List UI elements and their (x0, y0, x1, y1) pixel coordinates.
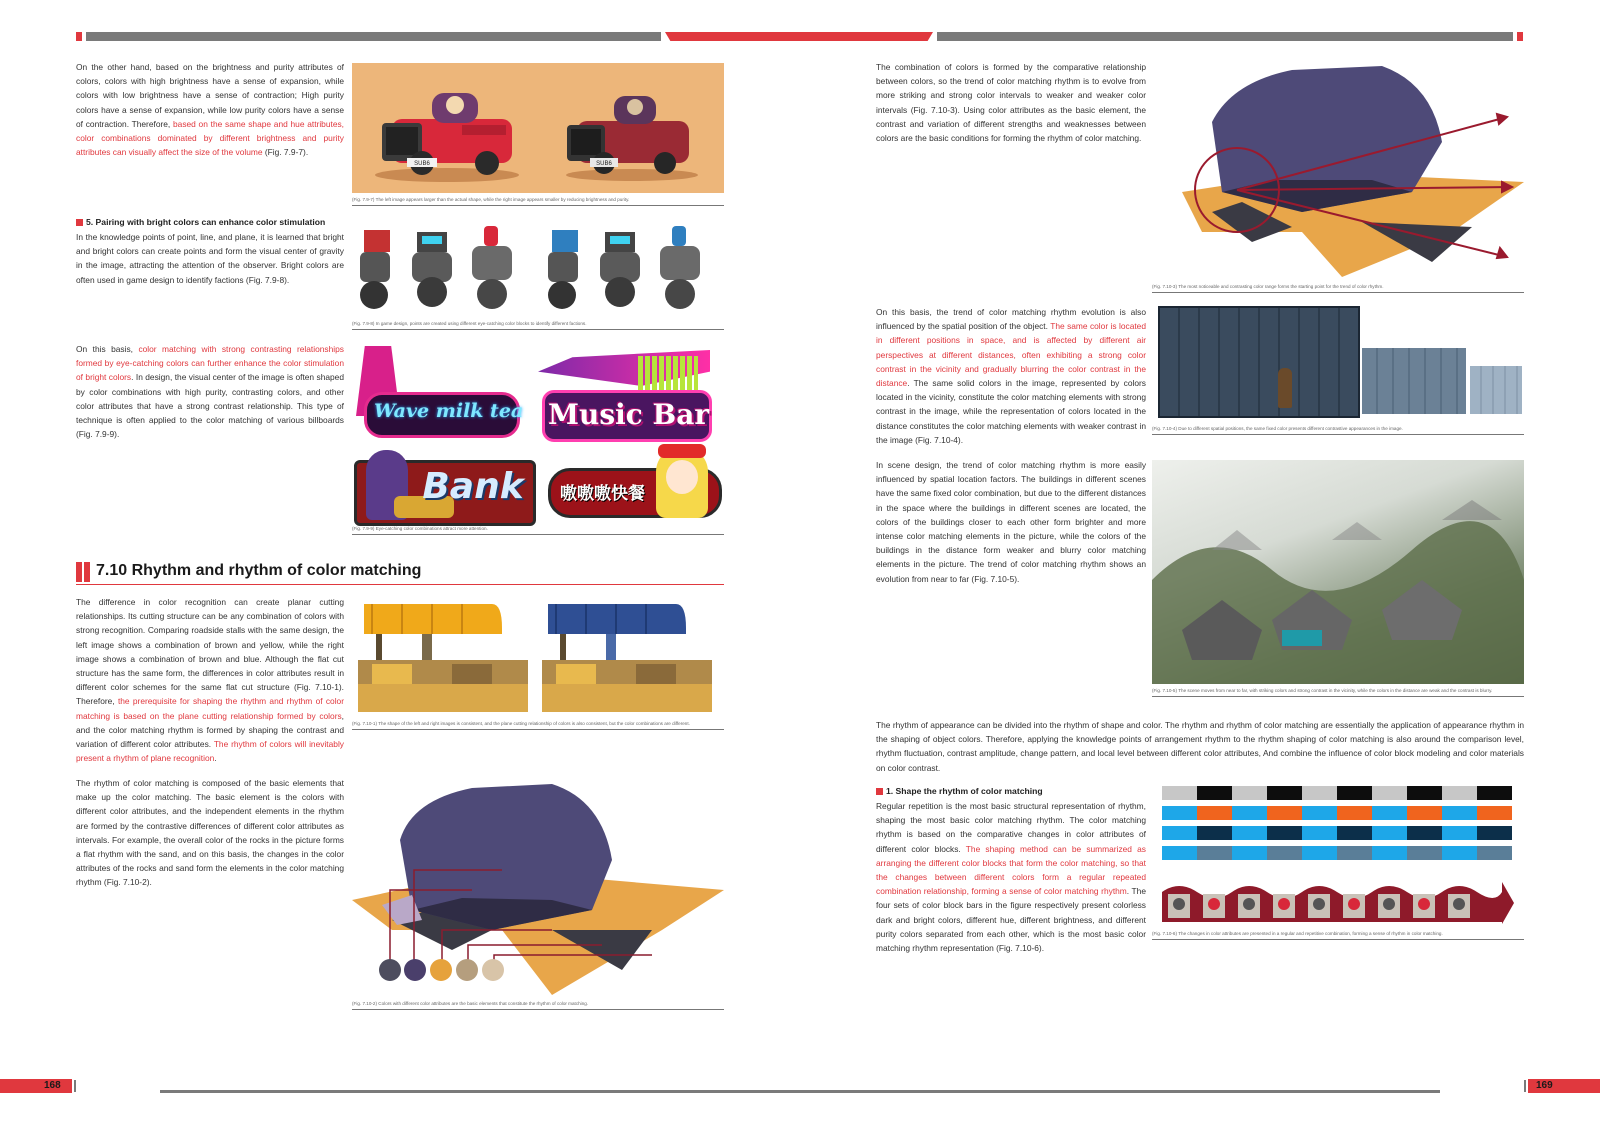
car-muted (567, 96, 689, 174)
top-bar-center-accent (665, 32, 933, 41)
sign-fastfood (548, 446, 718, 524)
section-marker (76, 219, 83, 226)
color-block (1302, 806, 1337, 820)
caption-7-9-7: (Fig. 7.9-7) The left image appears larger than the actual shape, while the right image appears smaller by reducing brightness and purity. (352, 194, 724, 206)
swatch-1 (379, 959, 401, 981)
paragraph-rhythm-elements: The rhythm of color matching is composed of the basic elements that make up the color matching. The basic element is the colors with different color attributes, and the independent elements in the rhythm are formed by the contrastive differences of different color attributes as intervals. For example, the overall color of the rocks in the picture forms a flat rhythm with the sand, and on this basis, the changes in the color attributes of the rocks and sand form the elements in the color matching rhythm (Fig. 7.10-2). (76, 778, 344, 888)
color-block (1337, 806, 1372, 820)
color-block (1267, 826, 1302, 840)
color-block (1197, 826, 1232, 840)
footer-right-tick (1524, 1080, 1526, 1092)
swatch-group (379, 959, 504, 981)
paragraph-spatial-position: On this basis, the trend of color matching rhythm evolution is also influenced by the spatial position of the object. The same color is located in different positions in space, and is affected by different air perspectives at different distances, often exhibiting a strong color contrast in the vicinity and gradually blurring the color contrast in the distance. The same solid colors in the image, represented by colors located in the vicinity, constitute the color matching elements with strong contrast in the image, while the representation of colors located in the distance constitutes the color matching elements with weaker contrast in the image (Fig. 7.10-4). (876, 307, 1146, 445)
section-heading-7-10 (76, 562, 724, 585)
color-block (1232, 786, 1267, 800)
building-mid (1362, 348, 1466, 414)
figure-7-10-1-stalls (352, 600, 724, 716)
figure-7-10-3-rock-arrows (1152, 62, 1524, 280)
caption-7-10-4: (Fig. 7.10-4) Due to different spatial positions, the same fixed color presents different contrastive appearances in the image. (1152, 423, 1524, 435)
sign-music-bar (538, 350, 710, 442)
stall-yellow (358, 604, 528, 712)
color-block (1232, 826, 1267, 840)
plate-right: SUB6 (596, 161, 612, 167)
color-block (1477, 806, 1512, 820)
page-number-right: 169 (1536, 1080, 1553, 1091)
subheading-shape-rhythm: 1. Shape the rhythm of color matching (876, 786, 1146, 796)
color-block (1477, 846, 1512, 860)
stall-blue (542, 604, 712, 712)
caption-7-10-3: (Fig. 7.10-3) The most noticeable and contrasting color range forms the starting point for the trend of color rhythm. (1152, 281, 1524, 293)
footer-left-tick (74, 1080, 76, 1092)
color-block (1372, 806, 1407, 820)
color-block (1372, 846, 1407, 860)
paragraph-volume-size: On the other hand, based on the brightness and purity attributes of colors, colors with high brightness have a sense of expansion, while colors with low brightness have a sense of contraction; High purity colors have a sense of expansion, while low purity colors have a sense of contraction. Therefore, based on the same shape and hue attributes, color combinations dominated by different brightness and purity attributes can visually affect the size of the volume (Fig. 7.9-7). (76, 62, 344, 158)
robot-group-blue (548, 226, 700, 309)
caption-7-9-9: (Fig. 7.9-9) Eye-catching color combinations attract more attention. (352, 523, 724, 535)
color-block (1162, 846, 1197, 860)
color-block (1267, 786, 1302, 800)
page-number-left: 168 (44, 1080, 61, 1091)
color-block (1407, 806, 1442, 820)
subheading-bright-colors: 5. Pairing with bright colors can enhance color stimulation (76, 217, 356, 227)
paragraph-contrasting-relationships: On this basis, color matching with strong contrasting relationships formed by eye-catching colors can further enhance the color stimulation of bright colors. In design, the visual center of the image is often shaped by color combinations with high purity, contrasting colors, and other color attributes that have a strong contrast relationship. This type of technique is often applied to the color matching of various billboards (Fig. 7.9-9). (76, 344, 344, 440)
color-block (1267, 846, 1302, 860)
color-block (1302, 826, 1337, 840)
paragraph-appearance-rhythm: The rhythm of appearance can be divided into the rhythm of shape and color. The rhythm and rhythm of color matching are essentially the application of appearance rhythm in the shaping of object colors. Therefore, applying the knowledge points of arrangement rhythm to the rhythm shaping of color matching is also around the comparison level, rhythm fluctuation, contrast amplitude, change pattern, and local level between different color attributes, And combine the influence of color block modeling and color materials on color contrast. (876, 720, 1524, 773)
color-block (1442, 806, 1477, 820)
color-block (1162, 826, 1197, 840)
car-bright (382, 93, 512, 175)
paragraph-bright-colors: In the knowledge points of point, line, and plane, it is learned that bright and bright colors can create points and form the visual center of gravity in the image, attracting the attention of the observer. Bright colors are often used in game design to identify factions (Fig. 7.9-8). (76, 232, 344, 285)
color-block (1197, 806, 1232, 820)
color-block (1442, 826, 1477, 840)
figure-7-9-7-cars (352, 63, 724, 193)
sign-milk-tea (356, 346, 524, 438)
sign-bank (354, 456, 530, 524)
caption-7-9-8: (Fig. 7.9-8) In game design, points are created using different eye-catching color blocks to identify different factions. (352, 318, 724, 330)
color-block (1407, 826, 1442, 840)
sign-milk-tea-text: Wave milk tea (374, 400, 524, 422)
color-block (1442, 786, 1477, 800)
section-marker (876, 788, 883, 795)
color-block (1407, 846, 1442, 860)
color-block (1232, 846, 1267, 860)
color-block (1372, 826, 1407, 840)
color-block (1302, 786, 1337, 800)
color-block (1162, 786, 1197, 800)
color-block (1197, 786, 1232, 800)
color-block (1162, 806, 1197, 820)
color-block (1337, 786, 1372, 800)
color-block (1477, 826, 1512, 840)
swatch-5 (482, 959, 504, 981)
swatch-3 (430, 959, 452, 981)
sign-music-bar-text: Music Bar (548, 398, 710, 431)
paragraph-regular-repetition: Regular repetition is the most basic structural representation of rhythm, shaping the most basic color matching rhythm. The color matching rhythm is based on the comparative changes in color attributes of different color blocks. The shaping method can be summarized as arranging the different color blocks that form the color matching, so that the changes between different colors form a regular repeated combination relationship, forming a sense of color matching rhythm. The four sets of color block bars in the figure respectively present colorless dark and bright colors, different hue, different brightness, and different purity colors separated from each other, which is the most basic color matching rhythm representation (Fig. 7.10-6). (876, 801, 1146, 954)
color-block (1407, 786, 1442, 800)
plate-left: SUB6 (414, 161, 430, 167)
caption-7-10-6: (Fig. 7.10-6) The changes in color attributes are presented in a regular and repetitive combination, forming a sense of rhythm in color matching. (1152, 928, 1524, 940)
robot-group-red (360, 226, 512, 309)
top-bar-left (86, 32, 661, 41)
color-block (1477, 786, 1512, 800)
footer-rule (160, 1090, 1440, 1093)
paragraph-scene-design: In scene design, the trend of color matching rhythm is more easily influenced by spatial location factors. The buildings in different scenes have the same fixed color combination, but due to the different distances in the space where the buildings in different scenes are located, the colors of the buildings closer to each other form brighter and more intense color matching elements in the picture, while the colors of the buildings in the distance form weaker and blurry color matching elements in the picture. The trend of color matching rhythm shows an evolution from near to far (Fig. 7.10-5). (876, 460, 1146, 584)
paragraph-planar-cutting: The difference in color recognition can create planar cutting relationships. Its cutting structure can be any combination of colors with strong recognition. Comparing roadside stalls with the same design, the left image shows a combination of brown and yellow, while the right image shows a combination of brown and blue. Although the flat cut structure has the same form, the differences in color attributes result in different color schemes for the same flat cut structure (Fig. 7.10-1). Therefore, the prerequisite for shaping the rhythm and rhythm of color matching is based on the plane cutting relationship formed by colors, and the color matching rhythm is formed by shaping the contrast and variation of different color attributes. The rhythm of colors will inevitably present a rhythm of plane recognition. (76, 597, 344, 764)
color-block (1232, 806, 1267, 820)
building-far (1470, 366, 1522, 414)
swatch-2 (404, 959, 426, 981)
figure-7-9-8-robots (352, 220, 724, 320)
color-block (1442, 846, 1477, 860)
paragraph-color-intervals: The combination of colors is formed by the comparative relationship between colors, so the trend of color matching rhythm is to evolve from more striking and strong color intervals to weaker and weaker color intervals (Fig. 7.10-3). Using color attributes as the basic element, the contrast and variation of different strengths and weaknesses between colors are the basic conditions for forming the rhythm of color matching. (876, 62, 1146, 144)
figure-7-10-4-buildings (1152, 306, 1524, 422)
caption-7-10-2: (Fig. 7.10-2) Colors with different color attributes are the basic elements that constitute the rhythm of color matching. (352, 998, 724, 1010)
sign-fastfood-text: 嗷嗷嗷快餐 (560, 484, 645, 504)
section-heading-marker (76, 562, 82, 582)
top-bar-right (937, 32, 1513, 41)
color-block (1302, 846, 1337, 860)
color-block (1337, 846, 1372, 860)
caption-7-10-1: (Fig. 7.10-1) The shape of the left and right images is consistent, and the plane cutting relationship of colors is also consistent, but the color combinations are different. (352, 718, 724, 730)
sign-bank-text: Bank (422, 466, 524, 507)
figure-7-10-6-color-bars (1162, 786, 1512, 926)
rhythm-banner (1162, 878, 1514, 928)
figure-7-10-2-rock (352, 780, 724, 998)
color-block (1267, 806, 1302, 820)
color-block (1372, 786, 1407, 800)
top-bar-right-accent (1517, 32, 1523, 41)
color-bar-rows (1162, 786, 1512, 876)
swatch-4 (456, 959, 478, 981)
top-bar-left-accent (76, 32, 82, 41)
color-block (1197, 846, 1232, 860)
section-heading-title: 7.10 Rhythm and rhythm of color matching (96, 562, 422, 579)
footer-left-tab (0, 1079, 72, 1093)
figure-7-10-5-scene (1152, 460, 1524, 684)
section-heading-marker-2 (84, 562, 90, 582)
caption-7-10-5: (Fig. 7.10-5) The scene moves from near to far, with striking colors and strong contrast in the vicinity, while the colors in the distance are weak and the contrast is blurry. (1152, 685, 1524, 697)
figure-person-near (1278, 368, 1292, 408)
color-block (1337, 826, 1372, 840)
building-near (1158, 306, 1360, 418)
